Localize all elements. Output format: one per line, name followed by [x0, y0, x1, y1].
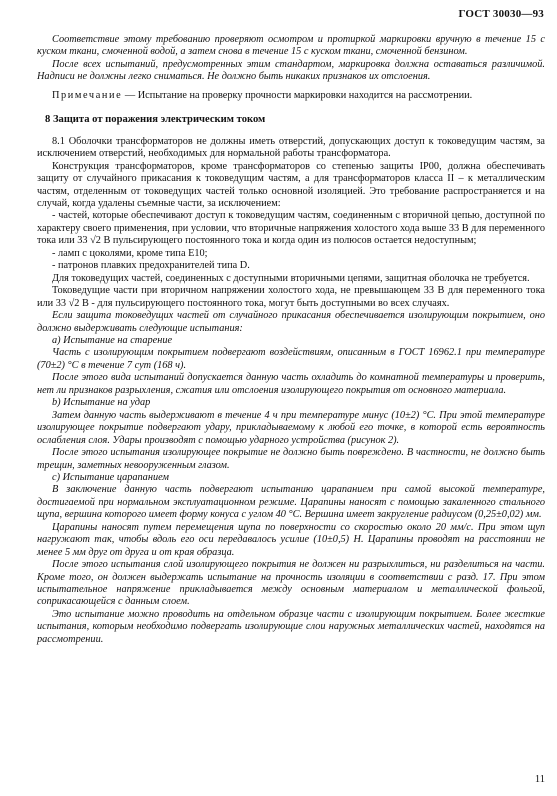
paragraph-scratch-method: Царапины наносят путем перемещения щупа по поверхности со скоростью около 20 мм/с. При этом щуп нагружают так, чтобы вдоль его оси передавалось усилие (10±0,5) Н. Царапины проводят на расстоянии не менее 5 мм друг от друга и от края образца. [37, 521, 545, 558]
standard-header: ГОСТ 30030—93 [458, 8, 544, 20]
paragraph-marking-legibility: После всех испытаний, предусмотренных этим стандартом, маркировка должна оставаться различимой. Надписи не должны легко сниматься. Не должно быть никаких признаков их отслоения. [37, 58, 545, 83]
paragraph-marking-test: Соответствие этому требованию проверяют осмотром и протиркой маркировки вручную в течение 15 с куском ткани, смоченной водой, а затем снова в течение 15 с куском ткани, смоченной бензином. [37, 34, 545, 58]
list-item: - патронов плавких предохранителей типа D. [52, 260, 250, 272]
subheading-impact: b) Испытание на удар [52, 397, 151, 409]
paragraph-scratch-check: После этого испытания слой изолирующего покрытия не должен ни разрыхлиться, ни разделиться на части. Кроме того, он должен выдержать испытание на прочность изоляции в соответствии с разд. 17. При этом испытательное напряжение прикладывается между основным материалом и металлической фольгой, соприкасающейся с данным слоем. [37, 559, 545, 608]
note-text: — Испытание на проверку прочности маркировки находится на рассмотрении. [124, 89, 473, 101]
note-label: Примечание [52, 89, 123, 101]
note [37, 90, 545, 102]
paragraph-8-1: 8.1 Оболочки трансформаторов не должны иметь отверстий, допускающих доступ к токоведущим частям, за исключением отверстий, необходимых для нормальной работы трансформатора. [37, 135, 545, 160]
paragraph-aging: Часть с изолирующим покрытием подвергают воздействиям, описанным в ГОСТ 16962.1 при температуре (70±2) °С в течение 7 сут (168 ч). [37, 347, 545, 371]
paragraph-secondary-circuits: Для токоведущих частей, соединенных с доступными вторичными цепями, защитная оболочка не требуется. [52, 272, 530, 284]
paragraph-scratch: В заключение данную часть подвергают испытанию царапанием при самой высокой температуре, достигаемой при нормальном эксплуатационном режиме. Царапины наносят с помощью закаленного стального щупа, вершина которого имеет форму конуса с углом 40 °С. Вершина имеет закругление радиусом (0,25±0,02) мм. [37, 484, 545, 521]
paragraph-impact-check: После этого испытания изолирующее покрытие не должно быть повреждено. В частности, не должно быть трещин, заметных невооруженным глазом. [37, 447, 545, 471]
page-number: 11 [534, 774, 545, 785]
paragraph-impact: Затем данную часть выдерживают в течение 4 ч при температуре минус (10±2) °С. При этой температуре изолирующее покрытие подвергают удару, прикладываемому к любой его точке, в которой есть вероятность ослабления слоя. Удары производят с помощью ударного устройства (рисунок 2). [37, 409, 545, 446]
subheading-scratch: с) Испытание царапанием [52, 471, 169, 483]
document-body [37, 34, 545, 646]
paragraph-live-parts: Токоведущие части при вторичном напряжении холостого хода, не превышающем 33 В для переменного тока или 33 √2 В - для пульсирующего постоянного тока, могут быть доступными во всех случаях. [37, 285, 545, 309]
subheading-aging: а) Испытание на старение [52, 334, 173, 346]
paragraph-construction: Конструкция трансформаторов, кроме трансформаторов со степенью защиты IP00, должна обеспечивать защиту от случайного прикасания к токоведущим частям, а для трансформаторов класса II – к металлическим частям, отделенным от токоведущих частей только основной изоляцией. Это требование распространяется и на случай, когда удалены съемные части, за исключением: [37, 160, 545, 209]
list-item: - ламп с цоколями, кроме типа Е10; [52, 247, 208, 259]
paragraph-coating-tests: Если защита токоведущих частей от случайного прикасания обеспечивается изолирующим покрытием, оно должно выдерживать следующие испытания: [37, 310, 545, 334]
paragraph-separate-sample: Это испытание можно проводить на отдельном образце части с изолирующим покрытием. Более жесткие испытания, которым необходимо подвергать изолирующие слои наружных металлических частей, находятся на рассмотрении. [37, 608, 545, 645]
list-item: - частей, которые обеспечивают доступ к токоведущим частям, соединенным с вторичной цепью, доступной по характеру своего применения, при условии, что вторичные напряжения холостого хода выше 33 В для переменного тока или 33 √2 В пульсирующего постоянного тока и когда один из полюсов остается недоступным; [37, 210, 546, 247]
section-title: 8 Защита от поражения электрическим током [45, 114, 266, 126]
paragraph-aging-check: После этого вида испытаний допускается данную часть охладить до комнатной температуры и проверить, нет ли признаков разрыхления, сжатия или отслоения изолирующего покрытия от основного материала. [37, 372, 545, 396]
